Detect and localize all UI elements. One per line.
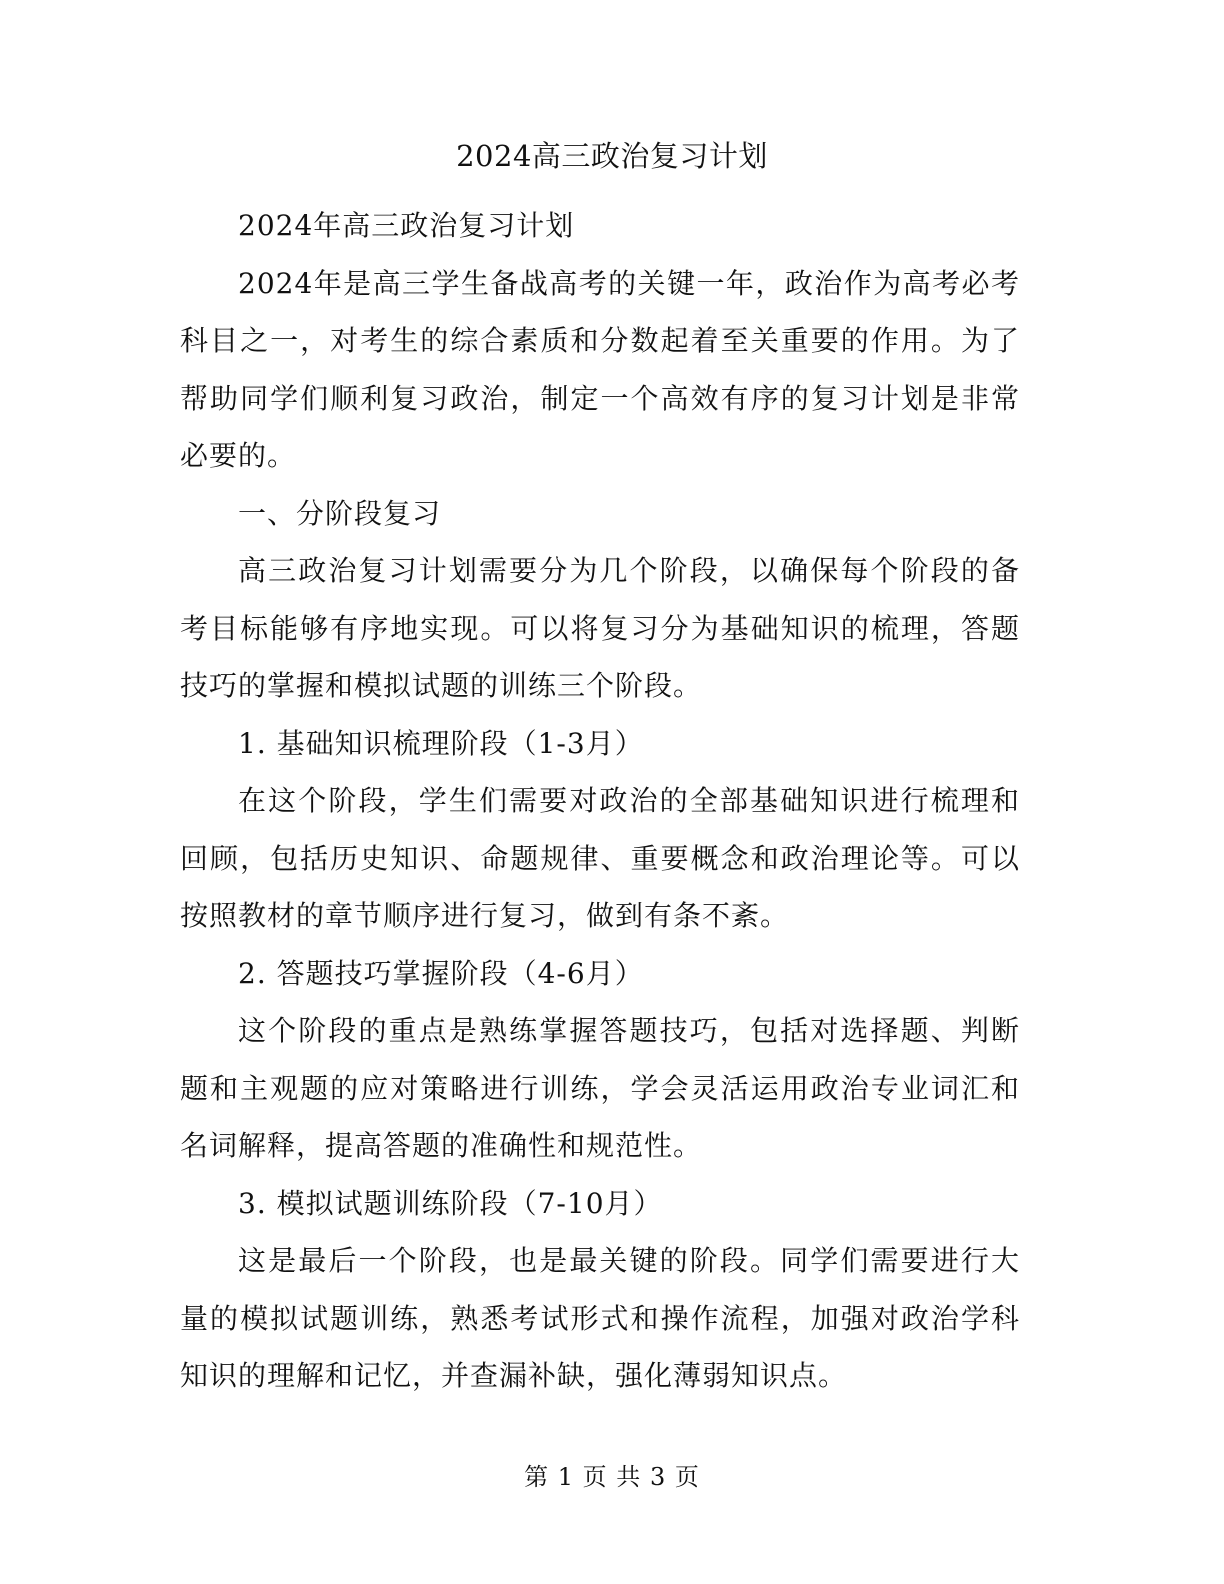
page-footer: 第 1 页 共 3 页 [524, 1463, 700, 1491]
stage-paragraph: 在这个阶段，学生们需要对政治的全部基础知识进行梳理和回顾，包括历史知识、命题规律、重要概念和政治理论等。可以按照教材的章节顺序进行复习，做到有条不紊。 [180, 784, 1020, 932]
stage-heading: 1. 基础知识梳理阶段（1-3月） [238, 726, 644, 760]
stage-paragraph: 这是最后一个阶段，也是最关键的阶段。同学们需要进行大量的模拟试题训练，熟悉考试形式和操作流程，加强对政治学科知识的理解和记忆，并查漏补缺，强化薄弱知识点。 [180, 1244, 1020, 1392]
stage-heading: 2. 答题技巧掌握阶段（4-6月） [238, 956, 644, 990]
intro-paragraph: 2024年是高三学生备战高考的关键一年，政治作为高考必考科目之一，对考生的综合素质和分数起着至关重要的作用。为了帮助同学们顺利复习政治，制定一个高效有序的复习计划是非常必要的。 [180, 266, 1020, 472]
stage-heading: 3. 模拟试题训练阶段（7-10月） [238, 1186, 663, 1220]
document-body [180, 197, 1020, 1405]
stage-paragraph: 这个阶段的重点是熟练掌握答题技巧，包括对选择题、判断题和主观题的应对策略进行训练，学会灵活运用政治专业词汇和名词解释，提高答题的准确性和规范性。 [180, 1014, 1020, 1162]
section-heading: 一、分阶段复习 [238, 496, 442, 530]
section-intro-paragraph: 高三政治复习计划需要分为几个阶段，以确保每个阶段的备考目标能够有序地实现。可以将复习分为基础知识的梳理，答题技巧的掌握和模拟试题的训练三个阶段。 [180, 554, 1020, 702]
document-subtitle: 2024年高三政治复习计划 [238, 209, 575, 242]
document-title: 2024高三政治复习计划 [456, 139, 768, 173]
